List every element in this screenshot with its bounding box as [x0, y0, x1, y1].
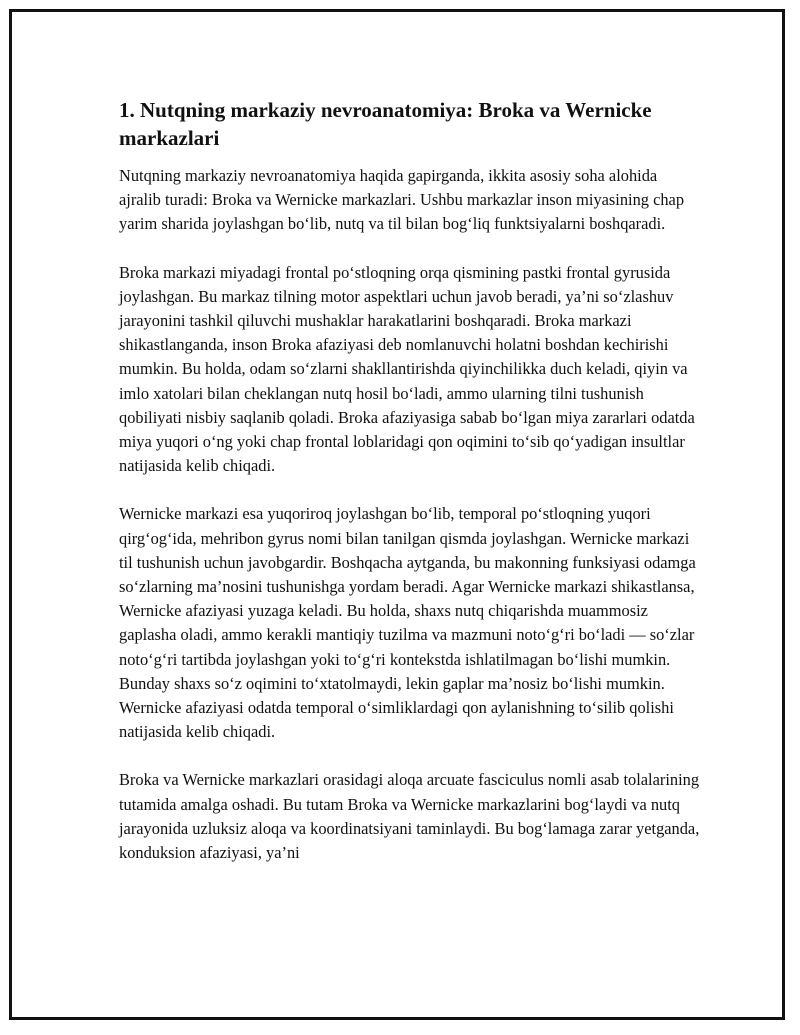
paragraph-connection: Broka va Wernicke markazlari orasidagi aloqa arcuate fasciculus nomli asab tolalarining tutamida amalga oshadi. Bu tutam Broka va Wernicke markazlarini bog‘laydi va nutq jarayonida uzluksiz aloqa va koordinatsiyani taminlaydi. Bu bog‘lamaga zarar yetganda, konduksion afaziyasi, ya’ni [119, 770, 700, 863]
paragraph-intro: Nutqning markaziy nevroanatomiya haqida gapirganda, ikkita asosiy soha alohida ajralib turadi: Broka va Wernicke markazlari. Ushbu markazlar inson miyasining chap yarim sharida joylashgan bo‘lib, nutq va til bilan bog‘liq funktsiyalarni boshqaradi. [119, 166, 685, 234]
page-frame [9, 9, 785, 1020]
paragraph-broca: Broka markazi miyadagi frontal po‘stloqning orqa qismining pastki frontal gyrusida joylashgan. Bu markaz tilning motor aspektlari uchun javob beradi, ya’ni so‘zlashuv jarayonini tashkil qiluvchi mushaklar harakatlarini boshqaradi. Broka markazi shikastlanganda, inson Broka afaziyasi deb nomlanuvchi holatni boshdan kechirishi mumkin. Bu holda, odam so‘zlarni shakllantirishda qiyinchilikka duch keladi, qiyin va imlo xatolari bilan cheklangan nutq hosil bo‘ladi, ammo ularning tilni tushunish qobiliyati nisbiy saqlanib qoladi. Broka afaziyasiga sabab bo‘lgan miya zararlari odatda miya yuqori o‘ng yoki chap frontal loblaridagi qon oqimini to‘sib qo‘yadigan insultlar natijasida kelib chiqadi. [119, 262, 695, 476]
section-heading: 1. Nutqning markaziy nevroanatomiya: Broka va Wernicke markazlari [119, 98, 652, 150]
document-body [119, 96, 701, 865]
paragraph-wernicke: Wernicke markazi esa yuqoriroq joylashgan bo‘lib, temporal po‘stloqning yuqori qirg‘og‘ida, mehribon gyrus nomi bilan tanilgan qismda joylashgan. Wernicke markazi til tushunish uchun javobgardir. Boshqacha aytganda, bu makonning funksiyasi odamga so‘zlarning ma’nosini tushunishga yordam beradi. Agar Wernicke markazi shikastlansa, Wernicke afaziyasi yuzaga keladi. Bu holda, shaxs nutq chiqarishda muammosiz gaplasha oladi, ammo kerakli mantiqiy tuzilma va mazmuni noto‘g‘ri bo‘ladi — so‘zlar noto‘g‘ri tartibda joylashgan yoki to‘g‘ri kontekstda ishlatilmagan bo‘lishi mumkin. Bunday shaxs so‘z oqimini to‘xtatolmaydi, lekin gaplar ma’nosiz bo‘lishi mumkin. Wernicke afaziyasi odatda temporal o‘simliklardagi qon aylanishning to‘silib qolishi natijasida kelib chiqadi. [119, 504, 696, 742]
